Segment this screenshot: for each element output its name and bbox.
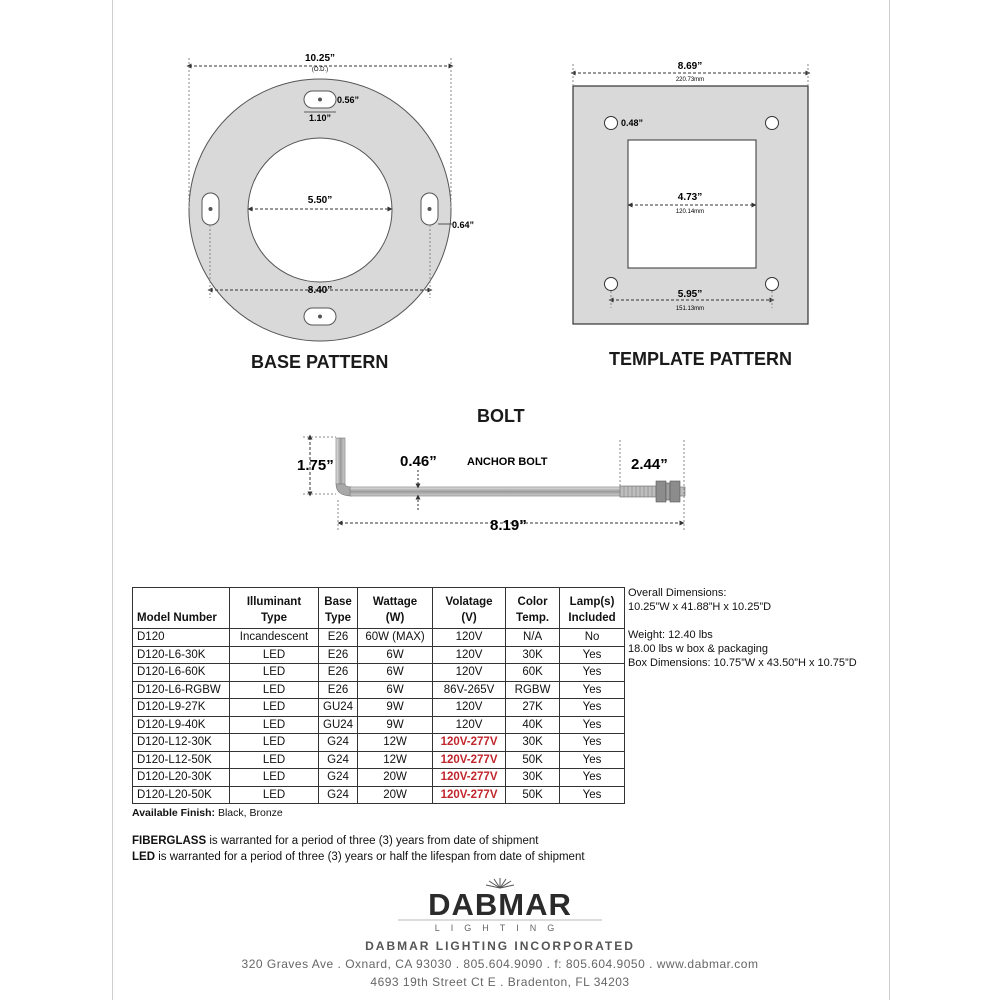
finish-label: Available Finish: bbox=[132, 807, 216, 819]
table-cell: G24 bbox=[319, 769, 358, 787]
template-hole-tl bbox=[605, 117, 618, 130]
table-row bbox=[133, 699, 625, 717]
logo-main-text: DABMAR bbox=[428, 887, 572, 922]
table-cell: Yes bbox=[560, 786, 625, 804]
table-cell: 120V-277V bbox=[433, 734, 506, 752]
base-pattern-drawing bbox=[170, 45, 475, 345]
bolt-shaft bbox=[350, 487, 622, 496]
logo-sub-text: LIGHTING bbox=[434, 923, 566, 933]
template-inner-mm: 120.14mm bbox=[675, 209, 705, 215]
header-lamps bbox=[560, 588, 625, 629]
template-inner-square bbox=[628, 140, 756, 268]
header-wattage bbox=[358, 588, 433, 629]
table-cell: GU24 bbox=[319, 716, 358, 734]
bolt-washer bbox=[666, 483, 670, 500]
table-row bbox=[133, 629, 625, 647]
table-cell: Yes bbox=[560, 716, 625, 734]
table-cell: D120-L9-40K bbox=[133, 716, 230, 734]
table-cell: GU24 bbox=[319, 699, 358, 717]
base-slot-length-dim: 1.10” bbox=[308, 113, 332, 123]
table-cell: E26 bbox=[319, 629, 358, 647]
bolt-length-dim: 8.19” bbox=[490, 517, 527, 534]
table-cell: 6W bbox=[358, 646, 433, 664]
weight-box: 18.00 lbs w box & packaging bbox=[628, 643, 769, 655]
template-width-dim: 8.69” bbox=[677, 61, 703, 72]
header-wattage-text: Wattage (W) bbox=[372, 596, 418, 624]
table-row bbox=[133, 681, 625, 699]
table-cell: LED bbox=[230, 646, 319, 664]
table-cell: E26 bbox=[319, 681, 358, 699]
bolt-diameter-dim: 0.46” bbox=[400, 453, 437, 470]
bolt-hook-vertical bbox=[336, 438, 345, 484]
table-cell: 120V bbox=[433, 646, 506, 664]
base-bolt-circle-dim: 8.40” bbox=[307, 285, 333, 296]
table-cell: G24 bbox=[319, 734, 358, 752]
header-illuminant bbox=[230, 588, 319, 629]
warranty-fiberglass bbox=[132, 835, 539, 847]
template-width-mm: 220.73mm bbox=[675, 77, 705, 83]
base-inner-hole bbox=[248, 138, 392, 282]
template-pattern-title: TEMPLATE PATTERN bbox=[609, 349, 792, 369]
table-cell: LED bbox=[230, 699, 319, 717]
template-hole-br bbox=[766, 278, 779, 291]
available-finish bbox=[132, 807, 283, 819]
warranty-led bbox=[132, 851, 585, 863]
table-cell: LED bbox=[230, 716, 319, 734]
table-cell: 12W bbox=[358, 751, 433, 769]
bolt-nut bbox=[656, 481, 666, 502]
table-cell: D120-L20-30K bbox=[133, 769, 230, 787]
table-row bbox=[133, 734, 625, 752]
table-cell: 40K bbox=[506, 716, 560, 734]
table-cell: 27K bbox=[506, 699, 560, 717]
table-cell: D120-L9-27K bbox=[133, 699, 230, 717]
header-color-temp bbox=[506, 588, 560, 629]
bolt-hook-bend bbox=[336, 484, 352, 496]
header-model: Model Number bbox=[133, 588, 230, 629]
table-cell: 120V bbox=[433, 716, 506, 734]
table-cell: LED bbox=[230, 751, 319, 769]
header-color-temp-text: Color Temp. bbox=[516, 596, 550, 624]
base-od-dim: 10.25” bbox=[304, 53, 336, 64]
table-cell: 120V-277V bbox=[433, 786, 506, 804]
header-lamps-text: Lamp(s) Included bbox=[568, 596, 616, 624]
spec-table bbox=[132, 587, 625, 804]
table-cell: 50K bbox=[506, 786, 560, 804]
base-od-sub: (O.D.) bbox=[311, 67, 329, 73]
table-cell: 12W bbox=[358, 734, 433, 752]
table-cell: D120-L6-60K bbox=[133, 664, 230, 682]
table-cell: D120-L6-RGBW bbox=[133, 681, 230, 699]
table-cell: 9W bbox=[358, 699, 433, 717]
template-hole-dim: 0.48” bbox=[621, 118, 644, 128]
table-cell: D120-L20-50K bbox=[133, 786, 230, 804]
table-cell: 120V bbox=[433, 629, 506, 647]
table-cell: Incandescent bbox=[230, 629, 319, 647]
warranty-fiberglass-text: is warranted for a period of three (3) years from date of shipment bbox=[206, 835, 539, 847]
table-cell: RGBW bbox=[506, 681, 560, 699]
table-cell: Yes bbox=[560, 751, 625, 769]
table-cell: Yes bbox=[560, 646, 625, 664]
footer-address-2: 4693 19th Street Ct E . Bradenton, FL 34203 bbox=[370, 975, 630, 989]
base-side-dim: 0.64” bbox=[452, 220, 475, 230]
table-cell: E26 bbox=[319, 646, 358, 664]
base-inner-dim: 5.50” bbox=[307, 195, 333, 206]
table-cell: 120V-277V bbox=[433, 769, 506, 787]
overall-dim-value: 10.25”W x 41.88”H x 10.25”D bbox=[628, 601, 772, 613]
table-cell: Yes bbox=[560, 769, 625, 787]
table-cell: Yes bbox=[560, 734, 625, 752]
table-cell: 120V-277V bbox=[433, 751, 506, 769]
bolt-height-dim: 1.75” bbox=[297, 457, 334, 474]
warranty-led-text: is warranted for a period of three (3) years or half the lifespan from date of shipment bbox=[155, 851, 585, 863]
table-row bbox=[133, 664, 625, 682]
table-row bbox=[133, 769, 625, 787]
header-voltage bbox=[433, 588, 506, 629]
bolt-label: ANCHOR BOLT bbox=[467, 456, 548, 468]
bolt-nut-2 bbox=[670, 481, 680, 502]
bolt-thread-dim: 2.44” bbox=[631, 456, 668, 473]
table-cell: 30K bbox=[506, 734, 560, 752]
template-spacing-mm: 151.13mm bbox=[675, 306, 705, 312]
table-cell: E26 bbox=[319, 664, 358, 682]
table-cell: 30K bbox=[506, 646, 560, 664]
header-illuminant-text: Illuminant Type bbox=[246, 596, 302, 624]
weight: Weight: 12.40 lbs bbox=[628, 629, 713, 641]
table-cell: 60W (MAX) bbox=[358, 629, 433, 647]
table-cell: G24 bbox=[319, 751, 358, 769]
table-cell: D120-L12-50K bbox=[133, 751, 230, 769]
template-hole-tr bbox=[766, 117, 779, 130]
table-cell: D120-L12-30K bbox=[133, 734, 230, 752]
table-cell: N/A bbox=[506, 629, 560, 647]
footer-company: DABMAR LIGHTING INCORPORATED bbox=[365, 939, 635, 953]
table-cell: 20W bbox=[358, 786, 433, 804]
table-cell: 6W bbox=[358, 681, 433, 699]
header-base bbox=[319, 588, 358, 629]
table-header-row bbox=[133, 588, 625, 629]
table-cell: 120V bbox=[433, 664, 506, 682]
table-cell: D120 bbox=[133, 629, 230, 647]
table-cell: Yes bbox=[560, 681, 625, 699]
table-row bbox=[133, 786, 625, 804]
product-specs bbox=[628, 586, 857, 670]
table-cell: LED bbox=[230, 664, 319, 682]
table-cell: LED bbox=[230, 786, 319, 804]
table-cell: 50K bbox=[506, 751, 560, 769]
template-pattern-drawing bbox=[565, 55, 815, 335]
base-slot-width-dim: 0.56” bbox=[337, 95, 360, 105]
table-cell: LED bbox=[230, 734, 319, 752]
template-inner-dim: 4.73” bbox=[677, 192, 703, 203]
header-base-text: Base Type bbox=[324, 596, 352, 624]
base-pattern-title: BASE PATTERN bbox=[251, 352, 389, 372]
header-voltage-text: Volatage (V) bbox=[445, 596, 493, 624]
table-cell: G24 bbox=[319, 786, 358, 804]
table-row bbox=[133, 716, 625, 734]
table-cell: Yes bbox=[560, 699, 625, 717]
table-cell: 86V-265V bbox=[433, 681, 506, 699]
dabmar-logo bbox=[390, 874, 610, 936]
warranty-led-bold: LED bbox=[132, 851, 155, 863]
table-row bbox=[133, 751, 625, 769]
footer-address-1: 320 Graves Ave . Oxnard, CA 93030 . 805.604.9090 . f: 805.604.9050 . www.dabmar.com bbox=[241, 957, 759, 971]
table-cell: 60K bbox=[506, 664, 560, 682]
spec-table-body bbox=[133, 629, 625, 804]
finish-value: Black, Bronze bbox=[217, 807, 283, 819]
table-row bbox=[133, 646, 625, 664]
bolt-drawing bbox=[290, 430, 700, 540]
box-dimensions: Box Dimensions: 10.75”W x 43.50”H x 10.75”D bbox=[628, 657, 857, 669]
template-spacing-dim: 5.95” bbox=[677, 289, 703, 300]
table-cell: 9W bbox=[358, 716, 433, 734]
bolt-title: BOLT bbox=[477, 406, 525, 426]
table-cell: 30K bbox=[506, 769, 560, 787]
overall-dim-label: Overall Dimensions: bbox=[628, 587, 727, 599]
table-cell: 120V bbox=[433, 699, 506, 717]
warranty-fiberglass-bold: FIBERGLASS bbox=[132, 835, 207, 847]
table-cell: 20W bbox=[358, 769, 433, 787]
table-cell: Yes bbox=[560, 664, 625, 682]
table-cell: D120-L6-30K bbox=[133, 646, 230, 664]
template-hole-bl bbox=[605, 278, 618, 291]
table-cell: 6W bbox=[358, 664, 433, 682]
table-cell: LED bbox=[230, 681, 319, 699]
table-cell: No bbox=[560, 629, 625, 647]
table-cell: LED bbox=[230, 769, 319, 787]
